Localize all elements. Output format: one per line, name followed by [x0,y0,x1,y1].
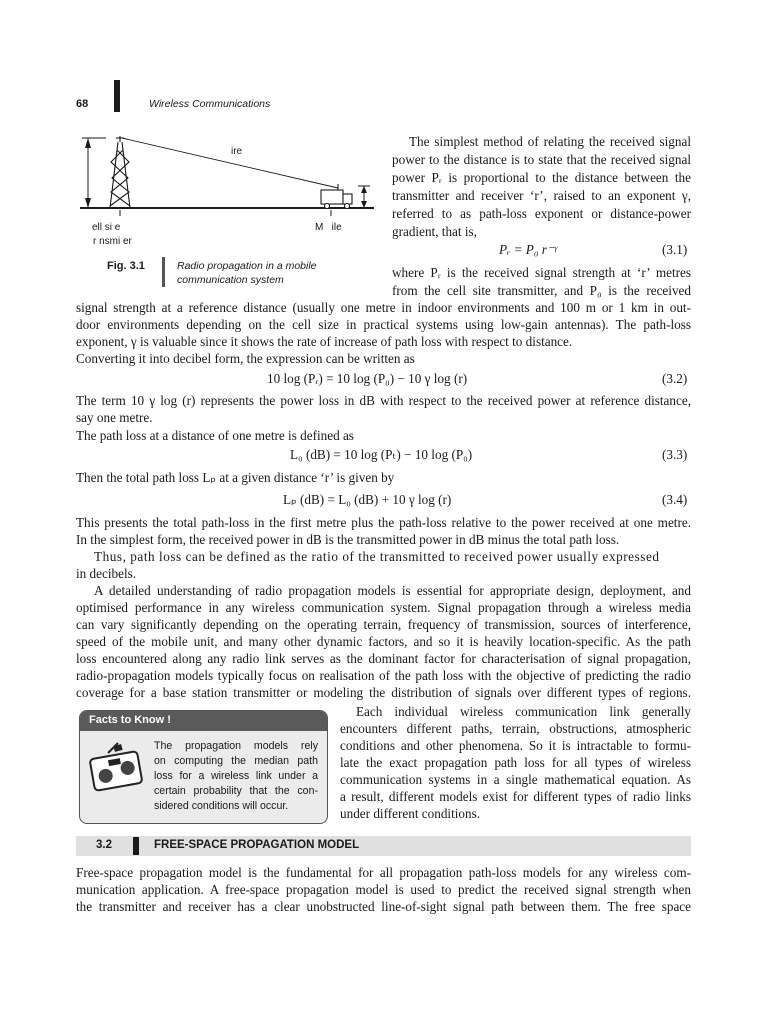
figure-number: Fig. 3.1 [107,260,145,272]
where-line: where Pᵣ is the received signal strength at ‘r’ metres [392,265,691,280]
facts-box-title: Facts to Know ! [89,714,171,726]
each-line: communication systems in a single mathematical equation. As [340,772,691,787]
para-line: door environments depending on the cell size in practical systems using low-gain antennas). The path-loss [76,317,691,332]
para-line: Converting it into decibel form, the expression can be written as [76,351,415,366]
para-line: In the simplest form, the received power in dB is the transmitted power in dB minus the total path loss. [76,532,620,547]
facts-line: certain probability that the con- [154,785,318,797]
para-line: A detailed understanding of radio propagation models is essential for appropriate design, deployment, and [94,583,691,598]
para-line: coverage for a base station transmitter or modeling the distribution of signals over different types of regions. [76,685,691,700]
para-line: The term 10 γ log (r) represents the power loss in dB with respect to the received power at reference distance, [76,393,691,408]
facts-box [79,710,328,824]
para-line: loss encountered along any radio link serves as the dominant factor for characterisation of signal propagation, [76,651,691,666]
equation-3-4: Lₚ (dB) = L₀ (dB) + 10 γ log (r) [283,492,452,507]
section-heading-bar [76,836,691,856]
para-line: say one metre. [76,410,153,425]
para-line: radio-propagation models typically focus on realisation of the path loss with the objective of predicting the radio [76,668,691,683]
para-line: Free-space propagation model is the fundamental for all propagation path-loss models for any wireless com- [76,865,691,880]
figure-label-wire: ire [231,146,243,157]
facts-line: sidered conditions will occur. [154,800,289,812]
equation-3-1: Pᵣ = P₀ r⁻ᵞ [499,242,557,257]
where-line: from the cell site transmitter, and P₀ is the received [392,283,691,298]
para-line: The path loss at a distance of one metre is defined as [76,428,354,443]
section-rule [133,837,139,855]
section-title: FREE-SPACE PROPAGATION MODEL [154,839,360,851]
figure-label-mobile: M ile [315,222,342,233]
each-line: conditions and other phenomena. So it is intractable to formu- [340,738,691,753]
each-line: encounters different paths, terrain, obstructions, atmospheric [340,721,691,736]
tower-icon [110,136,130,208]
para-line: in decibels. [76,566,137,581]
intro-line: gradient, that is, [392,224,477,239]
height-dimension-left [82,138,106,208]
para-line: signal strength at a reference distance (usually one metre in indoor environments and 100 m or 1 km in out- [76,300,691,315]
header-rule [114,80,120,112]
para-line: Then the total path loss Lₚ at a given distance ‘r’ is given by [76,470,395,485]
each-line: a result, different models exist for different types of radio links [340,789,691,804]
equation-number-3-3: (3.3) [662,447,688,462]
equation-number-3-1: (3.1) [662,242,688,257]
intro-line: The simplest method of relating the received signal [409,134,691,149]
facts-line: on computing the median path [154,755,318,767]
radio-icon [88,741,146,795]
figure-caption-line2: communication system [177,274,284,286]
equation-3-3: L₀ (dB) = 10 log (Pₜ) − 10 log (P₀) [290,447,473,462]
para-line: munication application. A free-space propagation model is used to predict the received signal strength when [76,882,691,897]
equation-3-2: 10 log (Pᵣ) = 10 log (P₀) − 10 γ log (r) [267,371,468,386]
each-line: under different conditions. [340,806,481,821]
para-line: speed of the mobile unit, and many other dynamic factors, and so it is heavily location-specific. As the path [76,634,691,649]
facts-line: loss for a wireless link under a [154,770,318,782]
intro-line: referred to as path-loss exponent or distance-power [392,206,691,221]
figure-label-transmitter: r nsmi er [93,236,132,247]
figure-caption-line1: Radio propagation in a mobile [177,260,317,272]
intro-line: power to the distance is to state that the received signal [392,152,691,167]
para-line: can vary significantly depending on the operating terrain, frequency of transmission, sources of interference, [76,617,691,632]
para-line: the transmitter and receiver has a clear unobstructed line-of-sight signal path between them. The free space [76,899,691,914]
equation-number-3-2: (3.2) [662,371,688,386]
intro-line: transmitter and receiver ‘r’, raised to an exponent γ, [392,188,691,203]
each-line: Each individual wireless communication link generally [356,704,691,719]
each-line: late the exact propagation path loss for all types of wireless [340,755,691,770]
section-number: 3.2 [96,839,112,851]
page-number: 68 [76,98,89,110]
para-line: exponent, γ is valuable since it shows the rate of increase of path loss with respect to distance. [76,334,573,349]
intro-line: power Pᵣ is proportional to the distance between the [392,170,691,185]
equation-number-3-4: (3.4) [662,492,688,507]
para-line: optimised performance in any wireless communication system. Signal propagation through a wireless media [76,600,691,615]
facts-box-header [80,711,327,731]
para-line: This presents the total path-loss in the first metre plus the path-loss relative to the power received at one metre. [76,515,691,530]
para-line: Thus, path loss can be defined as the ratio of the transmitted to received power usually expressed [94,549,660,564]
height-dimension-right [358,186,370,208]
running-title: Wireless Communications [149,98,271,110]
caption-rule [162,257,165,287]
figure-label-cell-site: ell si e [92,222,121,233]
facts-line: The propagation models rely [154,740,318,752]
signal-path [122,138,338,188]
